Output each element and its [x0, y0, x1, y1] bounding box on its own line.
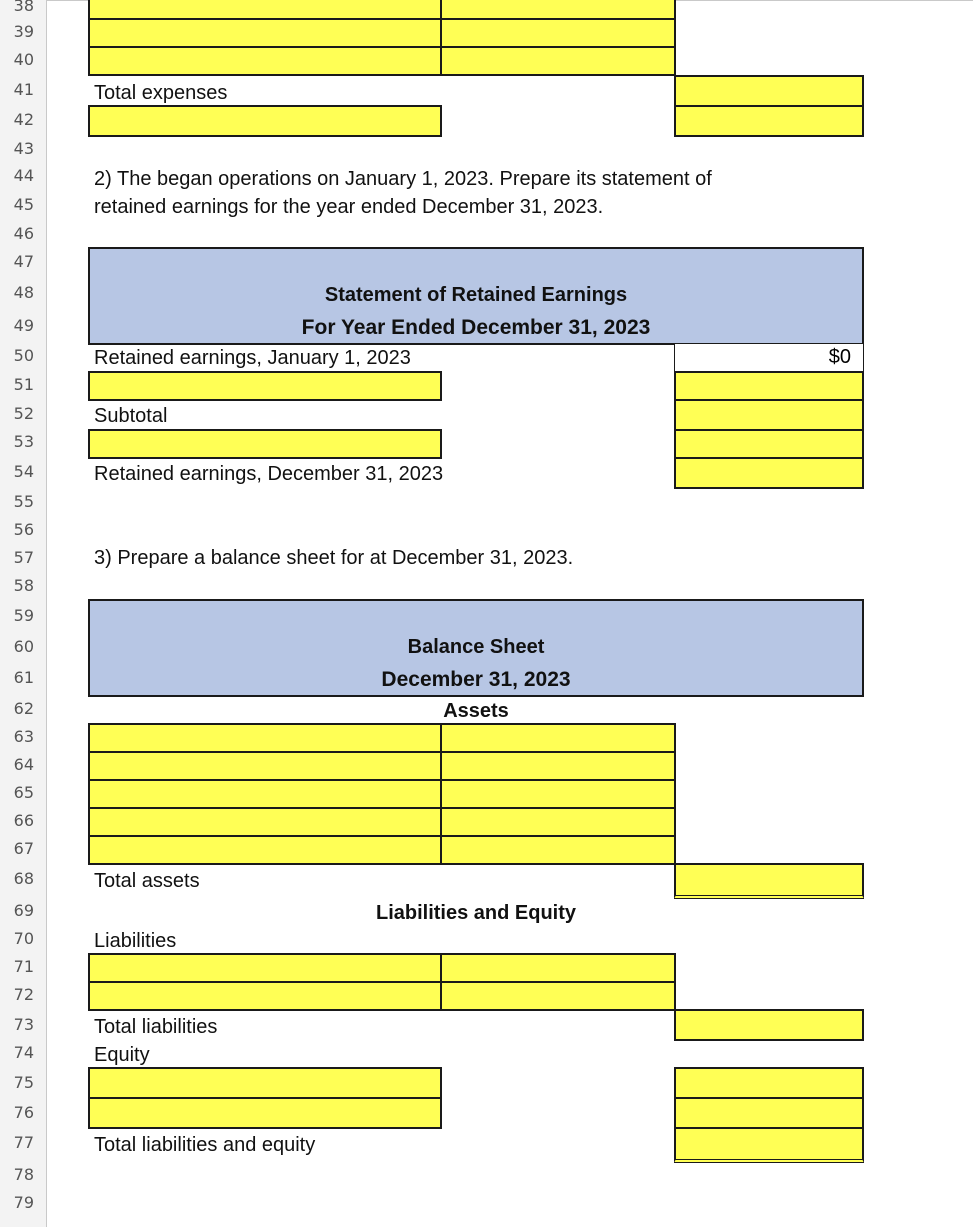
re-ending-label: Retained earnings, December 31, 2023: [94, 463, 444, 485]
row-number[interactable]: 54: [13, 462, 34, 481]
row-number[interactable]: 63: [13, 727, 34, 746]
liability-label-input[interactable]: [88, 953, 442, 983]
row-number[interactable]: 55: [13, 492, 34, 511]
dividends-amount-input[interactable]: [674, 429, 864, 459]
row-number[interactable]: 39: [13, 22, 34, 41]
row-number[interactable]: 76: [13, 1103, 34, 1122]
row-number[interactable]: 51: [13, 375, 34, 394]
row-header-column: [0, 0, 47, 1227]
expense-amount-input[interactable]: [440, 18, 676, 48]
re-beginning-label: Retained earnings, January 1, 2023: [94, 347, 411, 369]
dividends-label-input[interactable]: [88, 429, 442, 459]
expense-label-input[interactable]: [88, 18, 442, 48]
asset-amount-input[interactable]: [440, 723, 676, 753]
total-assets-input[interactable]: [674, 863, 864, 899]
asset-amount-input[interactable]: [440, 779, 676, 809]
subtotal-input[interactable]: [674, 399, 864, 431]
balance-sheet-title: Balance Sheet: [407, 636, 545, 658]
section2-instruction-line1: 2) The began operations on January 1, 2023. Prepare its statement of: [94, 168, 712, 190]
row-number[interactable]: 44: [13, 166, 34, 185]
re-beginning-value[interactable]: $0: [674, 343, 864, 373]
liabilities-label: Liabilities: [94, 930, 177, 952]
expense-label-input[interactable]: [88, 0, 442, 20]
net-income-amount-input[interactable]: [674, 105, 864, 137]
row-number[interactable]: 61: [13, 668, 34, 687]
total-liab-equity-label: Total liabilities and equity: [94, 1134, 316, 1156]
asset-label-input[interactable]: [88, 723, 442, 753]
row-number[interactable]: 68: [13, 869, 34, 888]
retained-earnings-title: Statement of Retained Earnings: [324, 284, 628, 306]
liability-amount-input[interactable]: [440, 953, 676, 983]
equity-label-input[interactable]: [88, 1097, 442, 1129]
row-number[interactable]: 50: [13, 346, 34, 365]
liability-amount-input[interactable]: [440, 981, 676, 1011]
row-number[interactable]: 58: [13, 576, 34, 595]
total-expenses-input[interactable]: [674, 75, 864, 107]
total-liabilities-label: Total liabilities: [94, 1016, 218, 1038]
total-liab-equity-input[interactable]: [674, 1127, 864, 1163]
row-number[interactable]: 70: [13, 929, 34, 948]
row-number[interactable]: 46: [13, 224, 34, 243]
row-number[interactable]: 77: [13, 1133, 34, 1152]
asset-label-input[interactable]: [88, 807, 442, 837]
row-number[interactable]: 75: [13, 1073, 34, 1092]
row-number[interactable]: 52: [13, 404, 34, 423]
row-number[interactable]: 65: [13, 783, 34, 802]
row-number[interactable]: 78: [13, 1165, 34, 1184]
row-number[interactable]: 43: [13, 139, 34, 158]
row-number[interactable]: 45: [13, 195, 34, 214]
net-income-label-input[interactable]: [88, 105, 442, 137]
row-number[interactable]: 40: [13, 50, 34, 69]
row-number[interactable]: 73: [13, 1015, 34, 1034]
expense-amount-input[interactable]: [440, 0, 676, 20]
row-number[interactable]: 71: [13, 957, 34, 976]
asset-amount-input[interactable]: [440, 807, 676, 837]
row-number[interactable]: 79: [13, 1193, 34, 1212]
row-number[interactable]: 48: [13, 283, 34, 302]
row-number[interactable]: 72: [13, 985, 34, 1004]
row-number[interactable]: 57: [13, 548, 34, 567]
row-number[interactable]: 41: [13, 80, 34, 99]
row-number[interactable]: 62: [13, 699, 34, 718]
total-liabilities-input[interactable]: [674, 1009, 864, 1041]
row-number[interactable]: 49: [13, 316, 34, 335]
asset-label-input[interactable]: [88, 779, 442, 809]
balance-sheet-date: December 31, 2023: [381, 668, 571, 691]
assets-heading: Assets: [443, 700, 509, 722]
row-number[interactable]: 66: [13, 811, 34, 830]
asset-label-input[interactable]: [88, 751, 442, 781]
row-number[interactable]: 67: [13, 839, 34, 858]
net-income-label-input[interactable]: [88, 371, 442, 401]
liability-label-input[interactable]: [88, 981, 442, 1011]
row-number[interactable]: 53: [13, 432, 34, 451]
row-number[interactable]: 56: [13, 520, 34, 539]
equity-label-input[interactable]: [88, 1067, 442, 1099]
retained-earnings-period: For Year Ended December 31, 2023: [301, 316, 651, 339]
net-income-amount-input[interactable]: [674, 371, 864, 401]
equity-amount-input[interactable]: [674, 1097, 864, 1129]
row-number[interactable]: 64: [13, 755, 34, 774]
section3-instruction: 3) Prepare a balance sheet for at December 31, 2023.: [94, 547, 574, 569]
liabilities-equity-heading: Liabilities and Equity: [375, 902, 577, 924]
row-number[interactable]: 69: [13, 901, 34, 920]
expense-amount-input[interactable]: [440, 46, 676, 76]
section2-instruction-line2: retained earnings for the year ended December 31, 2023.: [94, 196, 604, 218]
total-assets-label: Total assets: [94, 870, 200, 892]
equity-amount-input[interactable]: [674, 1067, 864, 1099]
row-number[interactable]: 42: [13, 110, 34, 129]
expense-label-input[interactable]: [88, 46, 442, 76]
row-number[interactable]: 59: [13, 606, 34, 625]
asset-amount-input[interactable]: [440, 835, 676, 865]
re-ending-input[interactable]: [674, 457, 864, 489]
equity-label: Equity: [94, 1044, 150, 1066]
row-number[interactable]: 38: [13, 0, 34, 15]
row-number[interactable]: 60: [13, 637, 34, 656]
asset-amount-input[interactable]: [440, 751, 676, 781]
row-number[interactable]: 74: [13, 1043, 34, 1062]
asset-label-input[interactable]: [88, 835, 442, 865]
total-expenses-label: Total expenses: [94, 82, 228, 104]
subtotal-label: Subtotal: [94, 405, 168, 427]
row-number[interactable]: 47: [13, 252, 34, 271]
